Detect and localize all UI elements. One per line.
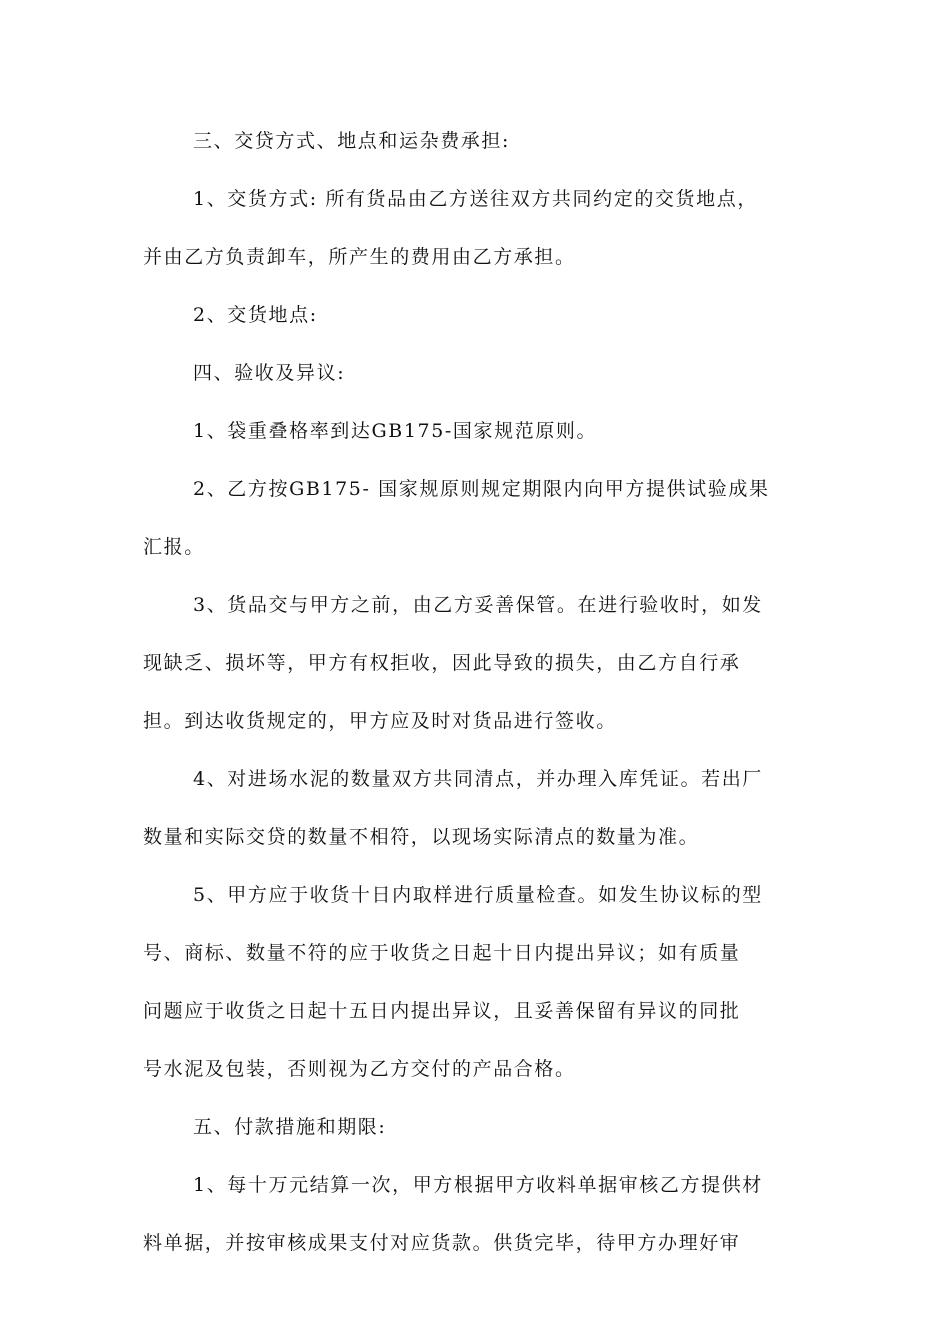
document-body: [143, 112, 803, 1272]
paragraph-line: 2、乙方按GB175- 国家规原则规定期限内向甲方提供试验成果: [193, 478, 770, 500]
paragraph-line: 数量和实际交贷的数量不相符，以现场实际清点的数量为准。: [143, 826, 700, 848]
paragraph-line: 号、商标、数量不符的应于收货之日起十日内提出异议；如有质量: [143, 942, 741, 964]
paragraph-line: 1、每十万元结算一次，甲方根据甲方收料单据审核乙方提供材: [193, 1174, 763, 1196]
paragraph-line: 1、交货方式: 所有货品由乙方送往双方共同约定的交货地点，: [193, 188, 758, 210]
paragraph-line: 汇报。: [143, 536, 205, 558]
paragraph-line: 3、货品交与甲方之前，由乙方妥善保管。在进行验收时，如发: [193, 594, 763, 616]
paragraph-line: 4、对进场水泥的数量双方共同清点，并办理入库凭证。若出厂: [193, 768, 763, 790]
section-heading-acceptance: 四、验收及异议:: [193, 362, 346, 384]
paragraph-line: 担。到达收货规定的，甲方应及时对货品进行签收。: [143, 710, 617, 732]
section-heading-payment: 五、付款措施和期限:: [193, 1116, 387, 1138]
paragraph-line: 料单据，并按审核成果支付对应货款。供货完毕，待甲方办理好审: [143, 1232, 741, 1254]
paragraph-line: 1、袋重叠格率到达GB175-国家规范原则。: [193, 420, 598, 442]
paragraph-line: 号水泥及包装，否则视为乙方交付的产品合格。: [143, 1058, 576, 1080]
paragraph-line: 现缺乏、损坏等，甲方有权拒收，因此导致的损失，由乙方自行承: [143, 652, 741, 674]
paragraph-line: 问题应于收货之日起十五日内提出异议，且妥善保留有异议的同批: [143, 1000, 741, 1022]
section-heading-delivery: 三、交贷方式、地点和运杂费承担:: [193, 130, 511, 152]
paragraph-line: 2、交货地点:: [193, 304, 318, 326]
paragraph-line: 5、甲方应于收货十日内取样进行质量检查。如发生协议标的型: [193, 884, 763, 906]
paragraph-line: 并由乙方负责卸车，所产生的费用由乙方承担。: [143, 246, 576, 268]
